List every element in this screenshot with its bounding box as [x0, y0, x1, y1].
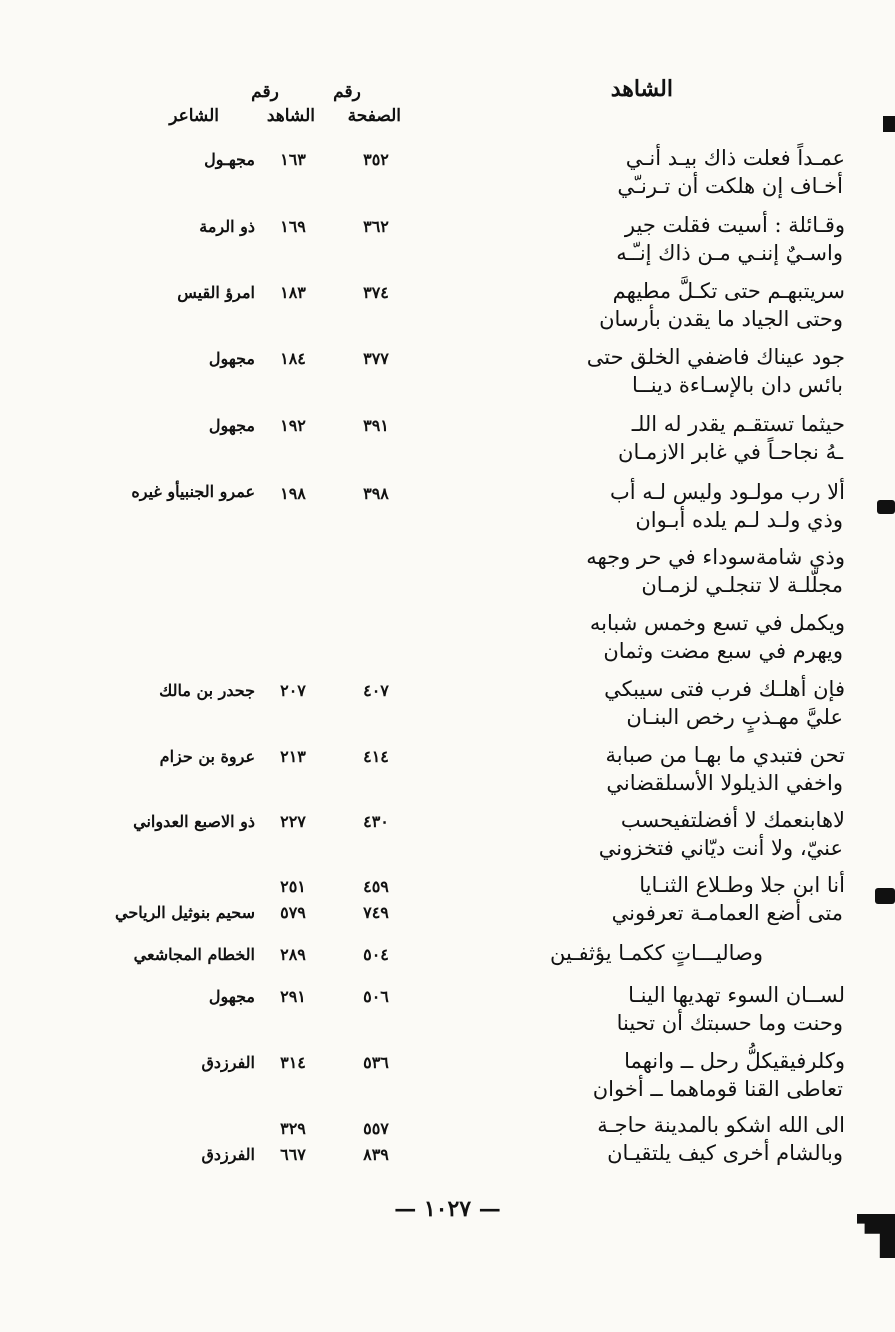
witness-number-cell: ١٩٢ [280, 416, 306, 435]
column-header-number-line2: الشاهد [266, 106, 315, 126]
page-number-cell: ٣٧٤ [363, 283, 389, 302]
page-number-cell: ٥٥٧ [363, 1119, 389, 1138]
poet-name-cell: مجهول [208, 349, 255, 368]
page-number-cell: ٤٥٩ [363, 877, 389, 896]
column-header-poet: الشاعر [169, 106, 219, 126]
verse-line-first: حيثما تستقـم يقدر له اللـ [631, 412, 845, 436]
verse-line-first: وصاليـــاتٍ ككمـا يؤثفـين [549, 941, 763, 965]
page-number-cell: ٤٣٠ [363, 812, 389, 831]
verse-line-second: وذي ولـد لـم يلده أبـوان [635, 508, 843, 532]
witness-number-cell: ١٦٣ [280, 150, 306, 169]
verse-line-second: أخـاف إن هلكت أن تـرنـّي [617, 174, 843, 198]
verse-line-first: عمـداً فعلت ذاك بيـد أنـي [625, 146, 845, 170]
page-number-cell: ٥٠٦ [363, 987, 389, 1006]
column-header-page-line2: الصفحة [347, 106, 401, 126]
page-number-cell-second: ٨٣٩ [363, 1145, 389, 1164]
poet-name-cell: الفرزدق [201, 1053, 255, 1072]
binding-mark [883, 116, 895, 132]
poet-name-cell: مجهول [208, 987, 255, 1006]
verse-line-first: ألا رب مولـود وليس لـه أب [609, 480, 845, 504]
verse-line-second: وحتى الجياد ما يقدن بأرسان [599, 307, 843, 331]
page-number-cell: ٣٥٢ [363, 150, 389, 169]
verse-line-first: ويكمل في تسع وخمس شبابه [589, 611, 845, 635]
verse-line-first: الى الله اشكو بالمدينة حاجـة [597, 1113, 845, 1137]
verse-line-second: ويهرم في سبع مضت وثمان [603, 639, 843, 663]
poet-name-cell: مجهـول [204, 150, 255, 169]
witness-number-cell: ٢٩١ [280, 987, 306, 1006]
binding-mark [877, 500, 895, 514]
verse-line-first: لاهابنعمك لا أفضلتفيحسب [620, 808, 845, 832]
witness-number-cell: ١٦٩ [280, 217, 306, 236]
verse-line-second: عنيّ، ولا أنت ديّاني فتخزوني [598, 836, 843, 860]
verse-line-second: متى أضع العمامـة تعرفوني [611, 901, 843, 925]
poet-name-cell: مجهول [208, 416, 255, 435]
poet-name-cell: سحيم بنوثيل الرياحي [115, 903, 255, 922]
column-header-page-line1: رقم [333, 82, 361, 102]
column-header-shahid: الشاهد [610, 76, 673, 102]
poet-name-cell: الخطام المجاشعي [133, 945, 255, 964]
verse-line-second: ـهُ نجاحـاً في غابر الازمـان [618, 440, 843, 464]
verse-line-second: مجلّلـة لا تنجلـي لزمـان [641, 573, 843, 597]
column-header-number-line1: رقم [251, 82, 279, 102]
verse-line-second: واخفي الذيلولا الأسىلقضاني [606, 771, 843, 795]
verse-line-second: بائس دان بالإسـاءة دينــا [632, 373, 843, 397]
verse-line-first: وذي شامةسوداء في حر وجهه [586, 545, 845, 569]
witness-number-cell: ٢٢٧ [280, 812, 306, 831]
page-number-cell: ٤١٤ [363, 747, 389, 766]
page-number-cell: ٥٣٦ [363, 1053, 389, 1072]
binding-mark [875, 888, 895, 904]
page-number-cell: ٣٧٧ [363, 349, 389, 368]
binding-mark [857, 1214, 895, 1258]
page-number-cell: ٤٠٧ [363, 681, 389, 700]
page-number: — ١٠٢٧ — [394, 1196, 501, 1222]
witness-number-cell: ١٩٨ [280, 484, 306, 503]
verse-line-first: جود عيناك فاضفي الخلق حتى [586, 345, 845, 369]
verse-line-first: لســان السوء تهديها الينـا [628, 983, 845, 1007]
poet-name-cell: عروة بن حزام [159, 747, 255, 766]
page-number-cell-second: ٧٤٩ [363, 903, 389, 922]
witness-number-cell: ٣١٤ [280, 1053, 306, 1072]
page-number-cell: ٥٠٤ [363, 945, 389, 964]
poet-name-cell: الفرزدق [201, 1145, 255, 1164]
witness-number-cell: ٢٨٩ [280, 945, 306, 964]
verse-line-second: عليَّ مهـذبٍ رخص البنـان [626, 705, 843, 729]
verse-line-first: سريتبهـم حتى تكـلَّ مطيهم [612, 279, 845, 303]
witness-number-cell: ١٨٣ [280, 283, 306, 302]
poet-name-cell: امرؤ القيس [177, 283, 255, 302]
verse-line-second: وبالشام أخرى كيف يلتقيـان [607, 1141, 843, 1165]
poet-name-cell: جحدر بن مالك [159, 681, 255, 700]
verse-line-first: وقـائلة : أسيت فقلت جير [624, 213, 845, 237]
witness-number-cell-second: ٥٧٩ [280, 903, 306, 922]
page-number-cell: ٣٩١ [363, 416, 389, 435]
witness-number-cell: ٢١٣ [280, 747, 306, 766]
verse-line-second: تعاطى القنا قوماهما ــ أخوان [592, 1077, 843, 1101]
witness-number-cell: ٢٠٧ [280, 681, 306, 700]
verse-line-second: وحنت وما حسبتك أن تحينا [616, 1011, 843, 1035]
page-number-cell: ٣٩٨ [363, 484, 389, 503]
page-number-cell: ٣٦٢ [363, 217, 389, 236]
verse-line-first: تحن فتبدي ما بهـا من صبابة [605, 743, 845, 767]
verse-line-first: وكلرفيقيكلُّ رحل ــ وانهما [624, 1049, 845, 1073]
poet-name-cell: ذو الاصبع العدواني [133, 812, 255, 831]
poet-name-cell: ذو الرمة [199, 217, 255, 236]
witness-number-cell-second: ٦٦٧ [280, 1145, 306, 1164]
verse-line-first: فإن أهلـك فرب فتى سيبكي [604, 677, 845, 701]
witness-number-cell: ١٨٤ [280, 349, 306, 368]
witness-number-cell: ٣٢٩ [280, 1119, 306, 1138]
poet-name-cell: عمرو الجنبيأو غيره [131, 482, 255, 501]
witness-number-cell: ٢٥١ [280, 877, 306, 896]
verse-line-first: أنا ابن جلا وطـلاع الثنـايا [639, 873, 845, 897]
verse-line-second: واسـيٌ إننـي مـن ذاك إنـّـه [616, 241, 843, 265]
